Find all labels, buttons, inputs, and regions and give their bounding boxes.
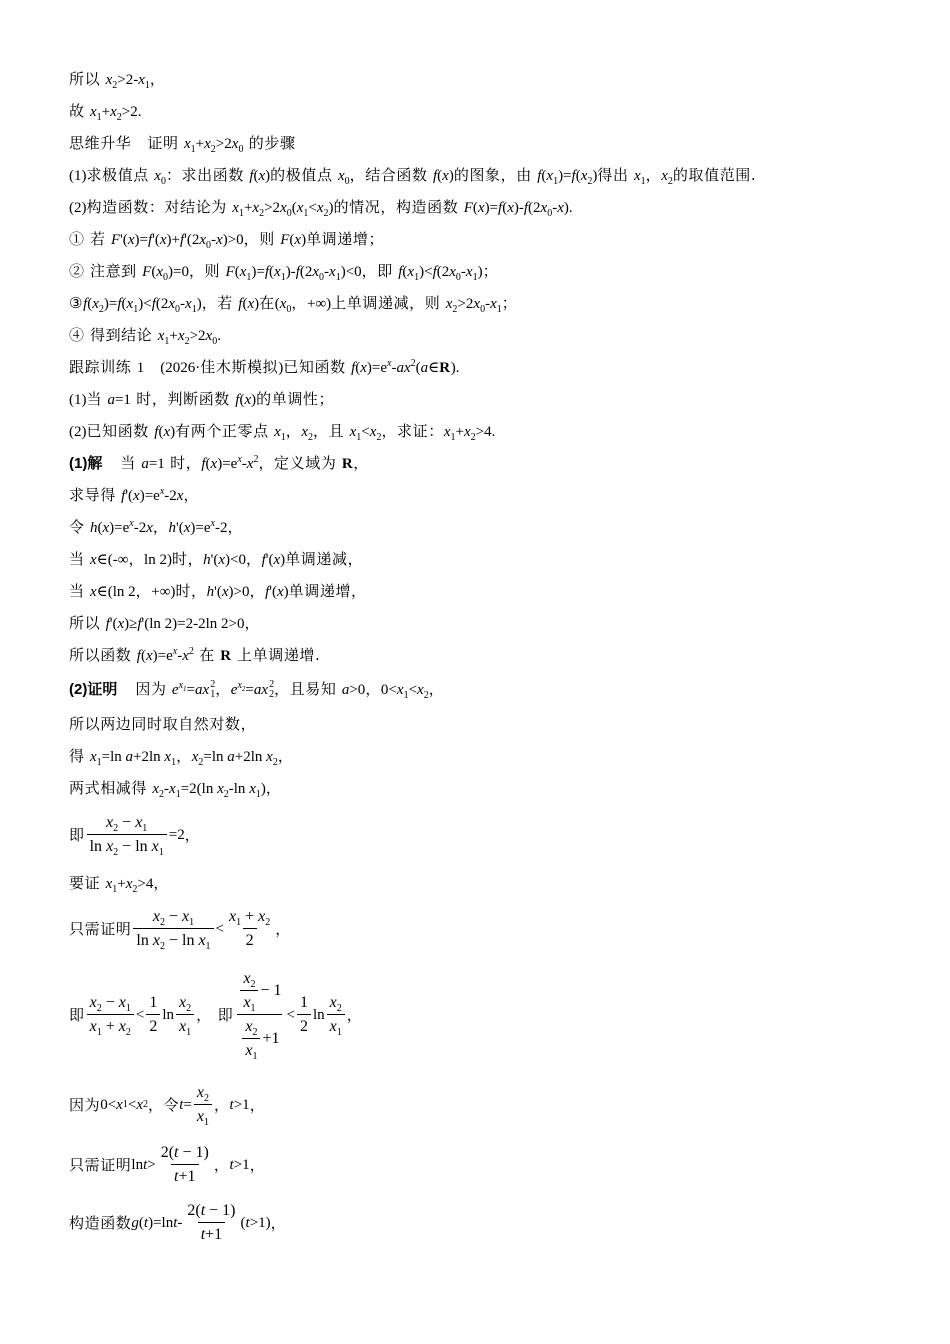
line-25: 要证 $x_1+x_2>4$， [69,874,169,895]
line-8: $③f(x_2)=f(x_1)<f(2x_0-x_1)$，若 f(x)在($x_0$，+∞)上单调递减，则 $x_2>2x_0-x_1$； [69,294,518,315]
line-20: (2)证明 因为 $e^{x_1}=ax$ 2 1 ，$e^{x_2}=ax$ 2 2 ，且易知 a>0，$0<x_1<x_2$， [69,679,445,701]
line-2: 故 $x_1+x_2>2$. [69,102,142,123]
line-27-fraction: 即 $\frac{x_2 - x_1}{x_1 + x_2}$ < $\frac{1}{2}$ ln $\frac{x_2}{x_1}$ ， 即 $\frac{x_2}{x_1}$ − 1 $\frac{x_2}{x_1}$ +1 < $\frac{1}{2}$ ln $\frac{x_2}{x_1}$ ， [69,970,363,1063]
line-3-heading: 思维升华 证明 $x_1+x_2>2x_0$ 的步骤 [69,134,296,155]
line-7: ② 注意到 $F(x_0)=0$，则 $F(x_1)=f(x_1)-f(2x_0-x_1)<0$，即 $f(x_1)<f(2x_0-x_1)$； [69,262,499,283]
line-14: 求导得 $f'(x)=e^x-2x$， [69,486,200,504]
line-21: 所以两边同时取自然对数， [69,715,257,733]
line-5: (2)构造函数：对结论为 $x_1+x_2>2x_0(x_1<x_2)$的情况，构造函数 $F(x)=f(x)-f(2x_0-x)$. [69,198,573,219]
line-17: 当 x∈(ln 2，+∞)时，h'(x)>0，f'(x)单调递增， [69,582,367,600]
line-9: ④ 得到结论 $x_1+x_2>2x_0$. [69,326,221,347]
line-24-fraction: 即 $\frac{x_2 - x_1}{\ln x_2 - \ln x_1}$ =2 ， [69,814,201,859]
line-15: 令 $h(x)=e^x-2x$，$h'(x)=e^x-2$， [69,518,244,536]
line-12: (2)已知函数 f(x)有两个正零点 $x_1$，$x_2$，且 $x_1<x_2$，求证：$x_1+x_2>4$. [69,422,496,443]
line-13: (1)解 当 a=1 时，$f(x)=e^x-x^2$，定义域为 R， [69,454,369,472]
line-29-fraction: 只需证明 ln t > $\frac{2(t - 1)}{t+1}$ ， t >1 ， [69,1144,266,1185]
line-18: 所以 f'(x)≥f'(ln 2)=2-2ln 2>0， [69,614,261,632]
line-22: 得 $x_1=\ln$ a+2ln $x_1$，$x_2=\ln$ a+2ln $x_2$， [69,747,294,768]
line-11: (1)当 a=1 时，判断函数 f(x)的单调性； [69,390,335,408]
line-28-fraction: 因为 0< x 1 < x 2 ，令 t = $\frac{x_2}{x_1}$ ， t >1 ， [69,1084,266,1129]
line-23: 两式相减得 $x_2-x_1=2(\ln$ $x_2-\ln$ $x_1$)， [69,779,282,800]
line-4: (1)求极值点 $x_0$：求出函数 f(x)的极值点 $x_0$，结合函数 f(x)的图象，由 $f(x_1)=f(x_2)$得出 $x_1$，$x_2$的取值范围. [69,166,757,187]
line-6: ① 若 $F'(x)=f'(x)+f'(2x_0-x)>0$，则 F(x)单调递增； [69,230,385,251]
line-30-fraction: 构造函数 g ( t )=ln t - $\frac{2(t - 1)}{t+1}$ ( t >1) ， [69,1202,287,1243]
line-26-fraction: 只需证明 $\frac{x_2 - x_1}{\ln x_2 - \ln x_1}$ < $\frac{x_1 + x_2}{2}$ ， [69,908,291,953]
line-19: 所以函数 $f(x)=e^x-x^2$ 在 R 上单调递增. [69,646,321,664]
line-10-exercise-title: 跟踪训练 1 (2026·佳木斯模拟)已知函数 $f(x)=e^x-ax^2(a\in R)$. [69,358,460,376]
line-16: 当 x∈(-∞，ln 2)时，h'(x)<0，f'(x)单调递减， [69,550,364,568]
line-1: 所以 $x_2>2-x_1$， [69,70,166,91]
